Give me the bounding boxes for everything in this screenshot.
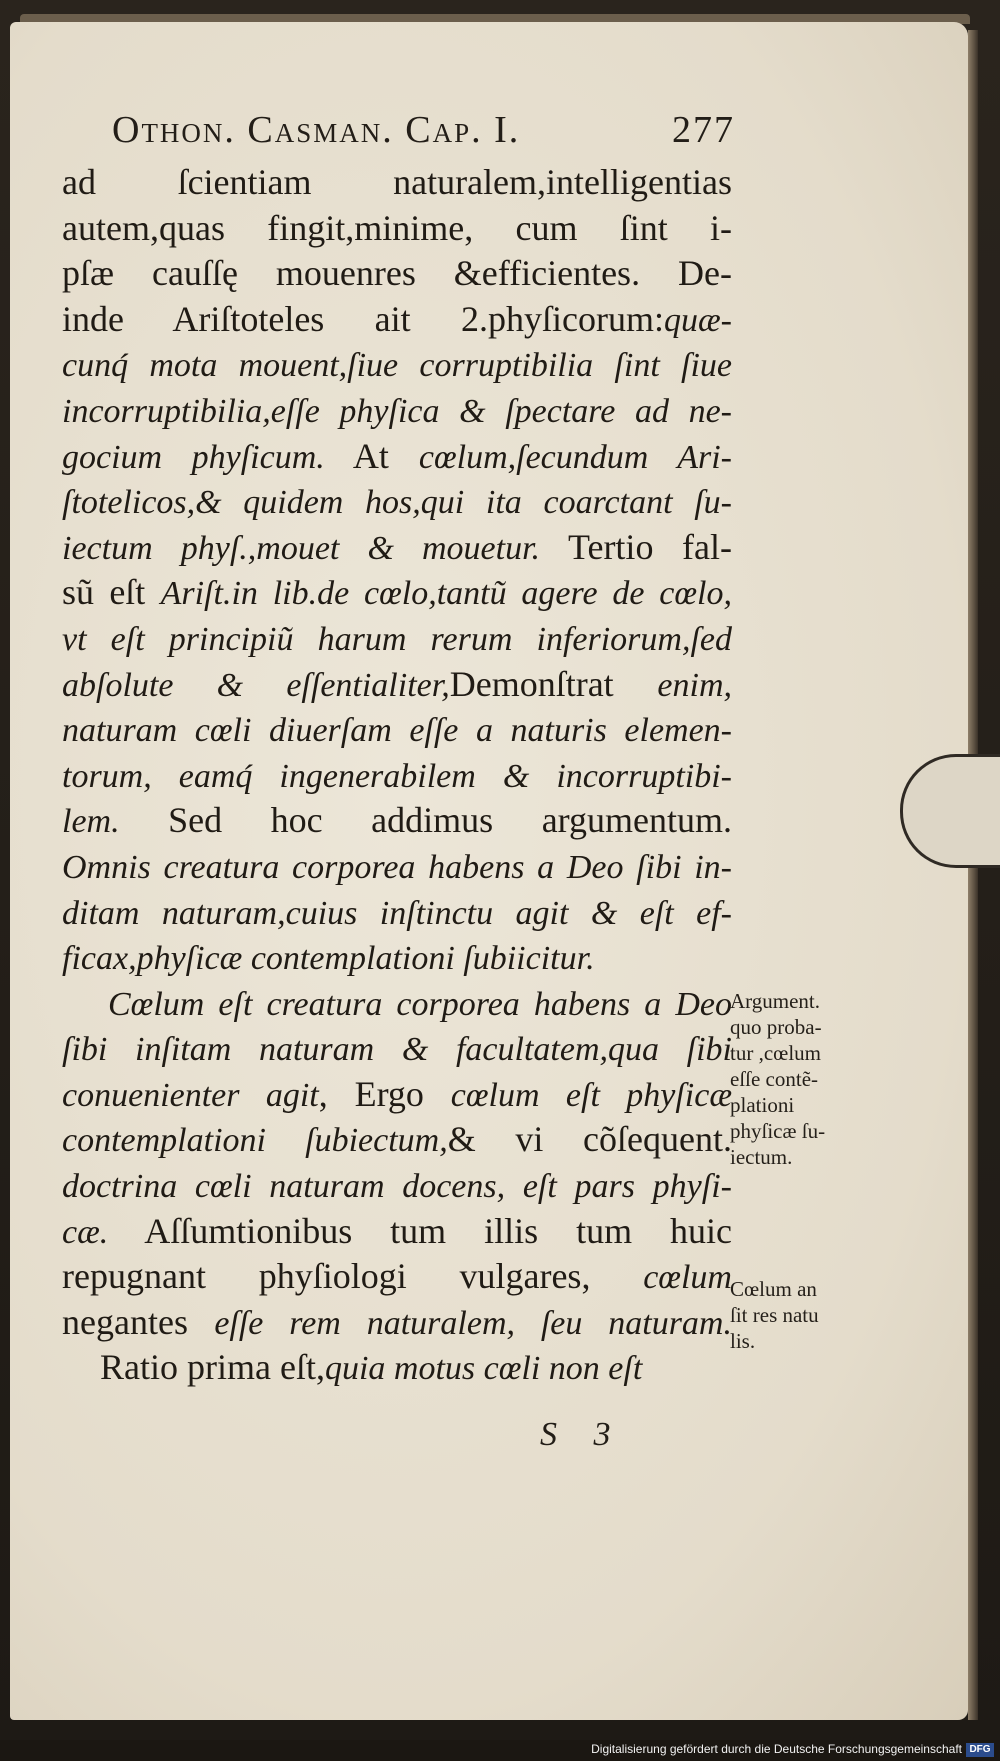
roman-segment: ad ſcientiam naturalem,intelligentias <box>62 162 732 202</box>
italic-segment: lem. <box>62 803 120 841</box>
roman-segment: Tertio fal- <box>540 526 732 567</box>
italic-segment: cœlum eſt phyſicæ <box>450 1076 732 1114</box>
text-line <box>62 1026 732 1072</box>
running-header <box>112 108 735 152</box>
running-head-title: Othon. Casman. Cap. I. <box>112 109 521 151</box>
italic-segment: Ariſt.in lib.de cœlo,tantũ agere de cœlo, <box>160 575 732 613</box>
page-clip-tab <box>900 754 1000 868</box>
italic-segment: Cœlum eſt creatura corporea habens a Deo <box>108 985 732 1023</box>
dfg-logo: DFG <box>966 1743 994 1757</box>
italic-segment: enim, <box>657 666 732 704</box>
margin-note-line: ſit res natu <box>730 1303 819 1327</box>
catchword: S 3 <box>540 1416 625 1453</box>
roman-segment: negantes <box>62 1301 215 1342</box>
text-line <box>62 434 732 480</box>
italic-segment: naturam cœli diuerſam eſſe a naturis elemen- <box>62 712 732 750</box>
margin-note-argument <box>730 988 880 1170</box>
text-line <box>62 662 732 708</box>
book-fore-edge <box>968 30 978 1720</box>
margin-note-line: phyſicæ ſu- <box>730 1119 826 1143</box>
text-line <box>62 935 732 981</box>
italic-segment: quæ- <box>664 301 732 339</box>
italic-segment: Omnis creatura corporea habens a Deo ſibi in- <box>62 848 732 886</box>
italic-segment: torum, eamq́ ingenerabilem & incorruptibi- <box>62 757 732 795</box>
roman-segment: inde Ariſtoteles ait 2.phyſicorum: <box>62 298 664 339</box>
roman-segment: Sed hoc addimus argumentum. <box>119 800 732 841</box>
text-line <box>62 1163 732 1209</box>
text-line <box>62 297 732 343</box>
text-line <box>62 570 732 616</box>
page-number: 277 <box>672 109 735 151</box>
margin-note-coelum <box>730 1276 880 1354</box>
italic-segment: cæ. <box>62 1213 109 1251</box>
roman-segment: pſæ cauſſę mouenres &efficientes. De- <box>62 253 732 294</box>
text-line <box>62 479 732 525</box>
text-line <box>62 342 732 388</box>
roman-segment: Ratio prima eſt, <box>100 1347 325 1388</box>
text-line <box>62 388 732 434</box>
text-line <box>62 707 732 753</box>
text-line <box>62 251 732 297</box>
roman-segment: repugnant phyſiologi vulgares, <box>62 1256 644 1297</box>
italic-segment: ditam naturam,cuius inſtinctu agit & eſt ef- <box>62 894 732 932</box>
italic-segment: incorruptibilia,eſſe phyſica & ſpectare ad ne- <box>62 392 732 430</box>
footer-bar <box>0 1740 1000 1761</box>
roman-segment: Aſſumtionibus tum illis tum huic <box>108 1210 732 1251</box>
italic-segment: ſtotelicos,& quidem hos,qui ita coarctant ſu- <box>62 484 732 522</box>
roman-segment: autem,quas fingit,minime, cum ſint i- <box>62 207 732 248</box>
text-line <box>62 981 732 1027</box>
text-line <box>62 1300 732 1346</box>
italic-segment: contemplationi ſubiectum, <box>62 1122 448 1160</box>
body-text <box>62 160 732 1391</box>
margin-note-line: iectum. <box>730 1145 793 1169</box>
text-line <box>62 844 732 890</box>
roman-segment: & vi cõſequent. <box>447 1119 732 1160</box>
italic-segment: gocium phyſicum. <box>62 438 325 476</box>
text-line <box>62 1345 732 1391</box>
text-line <box>62 798 732 844</box>
footer-credit: Digitalisierung gefördert durch die Deutsche Forschungsgemeinschaft <box>591 1742 962 1756</box>
margin-note-line: eſſe contẽ- <box>730 1067 819 1091</box>
italic-segment: ficax,phyſicæ contemplationi ſubiicitur. <box>62 940 595 978</box>
text-line <box>62 160 732 206</box>
italic-segment: iectum phyſ.,mouet & mouetur. <box>62 529 541 567</box>
italic-segment: vt eſt principiũ harum rerum inferiorum,ſed <box>62 620 732 658</box>
margin-note-line: plationi <box>730 1093 795 1117</box>
text-line <box>62 206 732 252</box>
margin-note-line: Argument. <box>730 989 821 1013</box>
roman-segment: Demonſtrat <box>449 663 658 704</box>
text-line <box>62 1072 732 1118</box>
italic-segment: doctrina cœli naturam docens, eſt pars phyſi- <box>62 1168 732 1206</box>
roman-segment: At <box>324 435 419 476</box>
roman-segment: , Ergo <box>318 1073 451 1114</box>
margin-note-line: Cœlum an <box>730 1277 817 1301</box>
italic-segment: cunq́ mota mouent,ſiue corruptibilia ſint ſiue <box>62 347 732 385</box>
italic-segment: ſibi inſitam naturam & facultatem,qua ſibi <box>62 1031 732 1069</box>
text-line <box>62 753 732 799</box>
italic-segment: conuenienter agit <box>62 1076 319 1114</box>
text-line <box>62 1254 732 1300</box>
margin-note-line: lis. <box>730 1329 756 1353</box>
text-line <box>62 1117 732 1163</box>
text-line <box>62 525 732 571</box>
margin-note-line: tur ,cœlum <box>730 1041 821 1065</box>
italic-segment: cœlum <box>643 1259 732 1297</box>
italic-segment: cœlum,ſecundum Ari- <box>418 438 733 476</box>
italic-segment: eſſe rem naturalem, ſeu naturam. <box>214 1304 732 1342</box>
roman-segment: sũ eſt <box>62 572 161 613</box>
text-line <box>62 1209 732 1255</box>
italic-segment: abſolute & eſſentialiter, <box>62 666 450 704</box>
text-line <box>62 616 732 662</box>
margin-note-line: quo proba- <box>730 1015 822 1039</box>
italic-segment: quia motus cœli non eſt <box>324 1350 643 1388</box>
text-line <box>62 890 732 936</box>
